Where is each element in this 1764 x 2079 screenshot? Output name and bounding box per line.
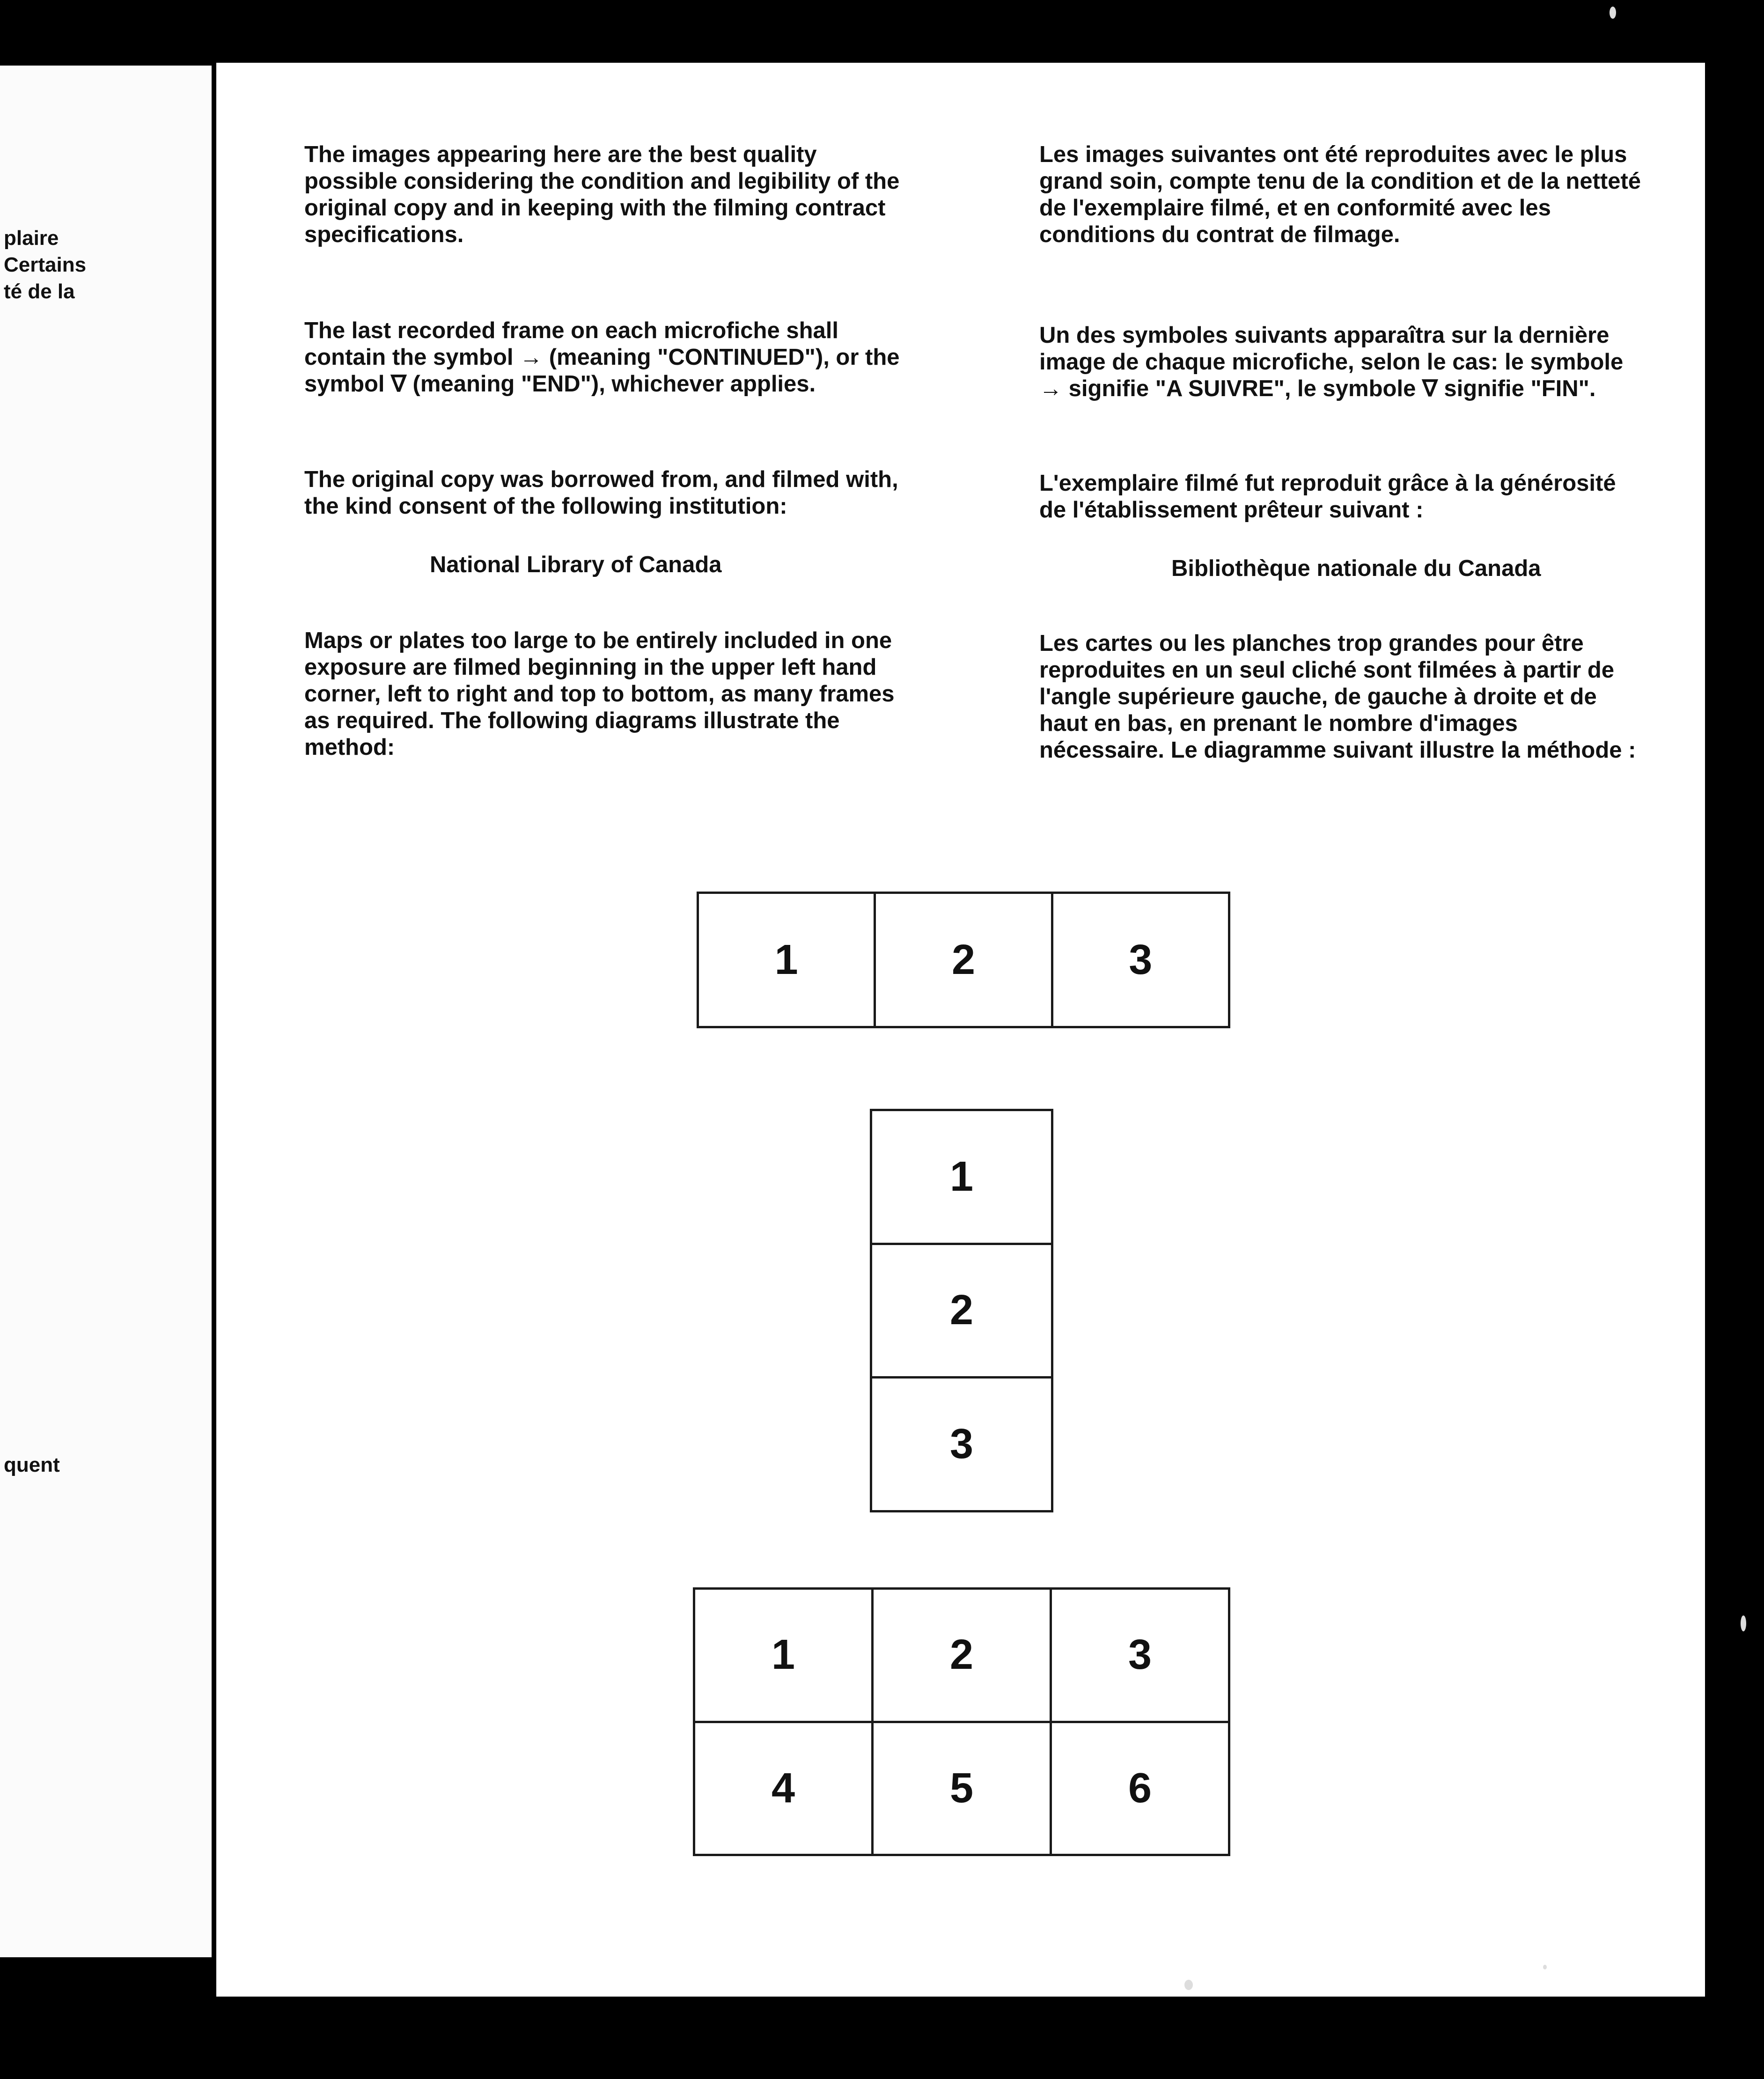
grid-cell-1: 1 [694, 1589, 873, 1722]
english-institution-paragraph: The original copy was borrowed from, and filmed with, the kind consent of the following institution: [304, 467, 898, 519]
french-symbol-paragraph: Un des symboles suivants apparaîtra sur la dernière image de chaque microfiche, selon le cas: le symbole → signifie "A SUIVRE", le symbole ∇ signifie "FIN". [1039, 323, 1624, 401]
row-cell-2: 2 [875, 893, 1052, 1027]
french-maps-paragraph: Les cartes ou les planches trop grandes pour être reproduites en un seul cliché sont filmées à partir de l'angle supérieure gauche, de gauche à droite et de haut en bas, en prenant le nombre d'images nécessaire. Le diagramme suivant illustre la méthode : [1039, 631, 1636, 763]
french-institution-name: Bibliothèque nationale du Canada [1171, 556, 1541, 581]
grid-cell-2: 2 [873, 1589, 1051, 1722]
english-quality-paragraph: The images appearing here are the best quality possible considering the condition and legibility of the original copy and in keeping with the filming contract specifications. [304, 142, 900, 247]
row-diagram [697, 892, 1230, 1028]
english-maps-paragraph: Maps or plates too large to be entirely included in one exposure are filmed beginning in the upper left hand corner, left to right and top to bottom, as many frames as required. The following diagrams illustrate the method: [304, 628, 895, 760]
column-cell-1: 1 [871, 1110, 1052, 1244]
grid-cell-3: 3 [1051, 1589, 1229, 1722]
notice-page [216, 63, 1705, 1997]
grid-diagram [693, 1587, 1230, 1856]
grid-cell-6: 6 [1051, 1722, 1229, 1855]
dust-speck [1543, 1965, 1547, 1969]
french-institution-paragraph: L'exemplaire filmé fut reproduit grâce à la générosité de l'établissement prêteur suivant : [1039, 471, 1616, 523]
left-fragment-4: quent [4, 1453, 60, 1476]
left-fragment-2: Certains [4, 253, 87, 276]
english-symbol-paragraph: The last recorded frame on each microfiche shall contain the symbol → (meaning "CONTINUED"), or the symbol ∇ (meaning "END"), whichever applies. [304, 318, 900, 397]
dust-speck [1184, 1980, 1193, 1990]
row-cell-1: 1 [698, 893, 875, 1027]
left-page-fragment [0, 66, 212, 1957]
left-fragment-3: té de la [4, 280, 75, 303]
row-cell-3: 3 [1052, 893, 1229, 1027]
left-fragment-1: plaire [4, 227, 59, 250]
column-diagram [870, 1109, 1053, 1512]
french-quality-paragraph: Les images suivantes ont été reproduites avec le plus grand soin, compte tenu de la condition et de la netteté de l'exemplaire filmé, et en conformité avec les conditions du contrat de filmage. [1039, 142, 1641, 247]
dust-speck [1741, 1615, 1746, 1631]
grid-cell-5: 5 [873, 1722, 1051, 1855]
grid-cell-4: 4 [694, 1722, 873, 1855]
column-cell-3: 3 [871, 1378, 1052, 1511]
english-institution-name: National Library of Canada [430, 552, 722, 577]
dust-speck [1610, 7, 1616, 19]
column-cell-2: 2 [871, 1244, 1052, 1378]
